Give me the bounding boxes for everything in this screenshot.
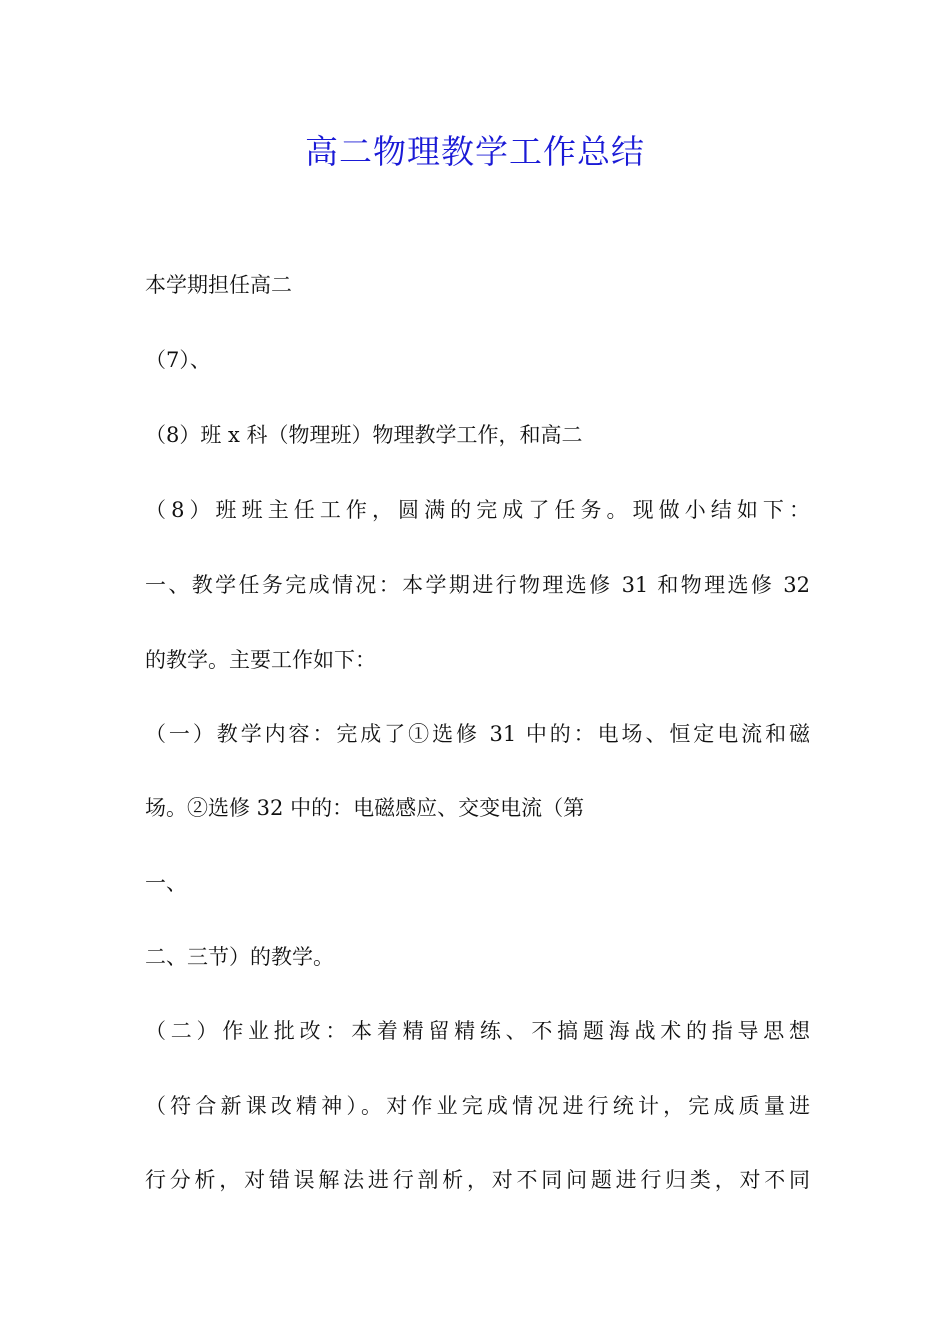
- paragraph-line: 行分析，对错误解法进行剖析，对不同问题进行归类，对不同: [145, 1168, 810, 1192]
- paragraph-line: （二）作业批改：本着精留精练、不搞题海战术的指导思想: [145, 1019, 810, 1043]
- paragraph-line: （8）班 x 科（物理班）物理教学工作，和高二: [145, 423, 583, 447]
- paragraph-line: （7）、: [145, 348, 211, 372]
- paragraph-line: （符合新课改精神）。对作业完成情况进行统计，完成质量进: [145, 1094, 810, 1118]
- paragraph-line: （8）班班主任工作，圆满的完成了任务。现做小结如下：: [145, 498, 810, 522]
- paragraph-line: 的教学。主要工作如下：: [145, 648, 376, 672]
- document-title: 高二物理教学工作总结: [305, 132, 645, 171]
- paragraph-line: 一、教学任务完成情况：本学期进行物理选修 31 和物理选修 32: [145, 573, 810, 597]
- paragraph-line: 二、三节）的教学。: [145, 945, 334, 969]
- paragraph-line: 一、: [145, 871, 187, 895]
- paragraph-line: 场。②选修 32 中的：电磁感应、交变电流（第: [145, 796, 585, 820]
- paragraph-line: 本学期担任高二: [145, 273, 292, 297]
- paragraph-line: （一）教学内容：完成了①选修 31 中的：电场、恒定电流和磁: [145, 722, 810, 746]
